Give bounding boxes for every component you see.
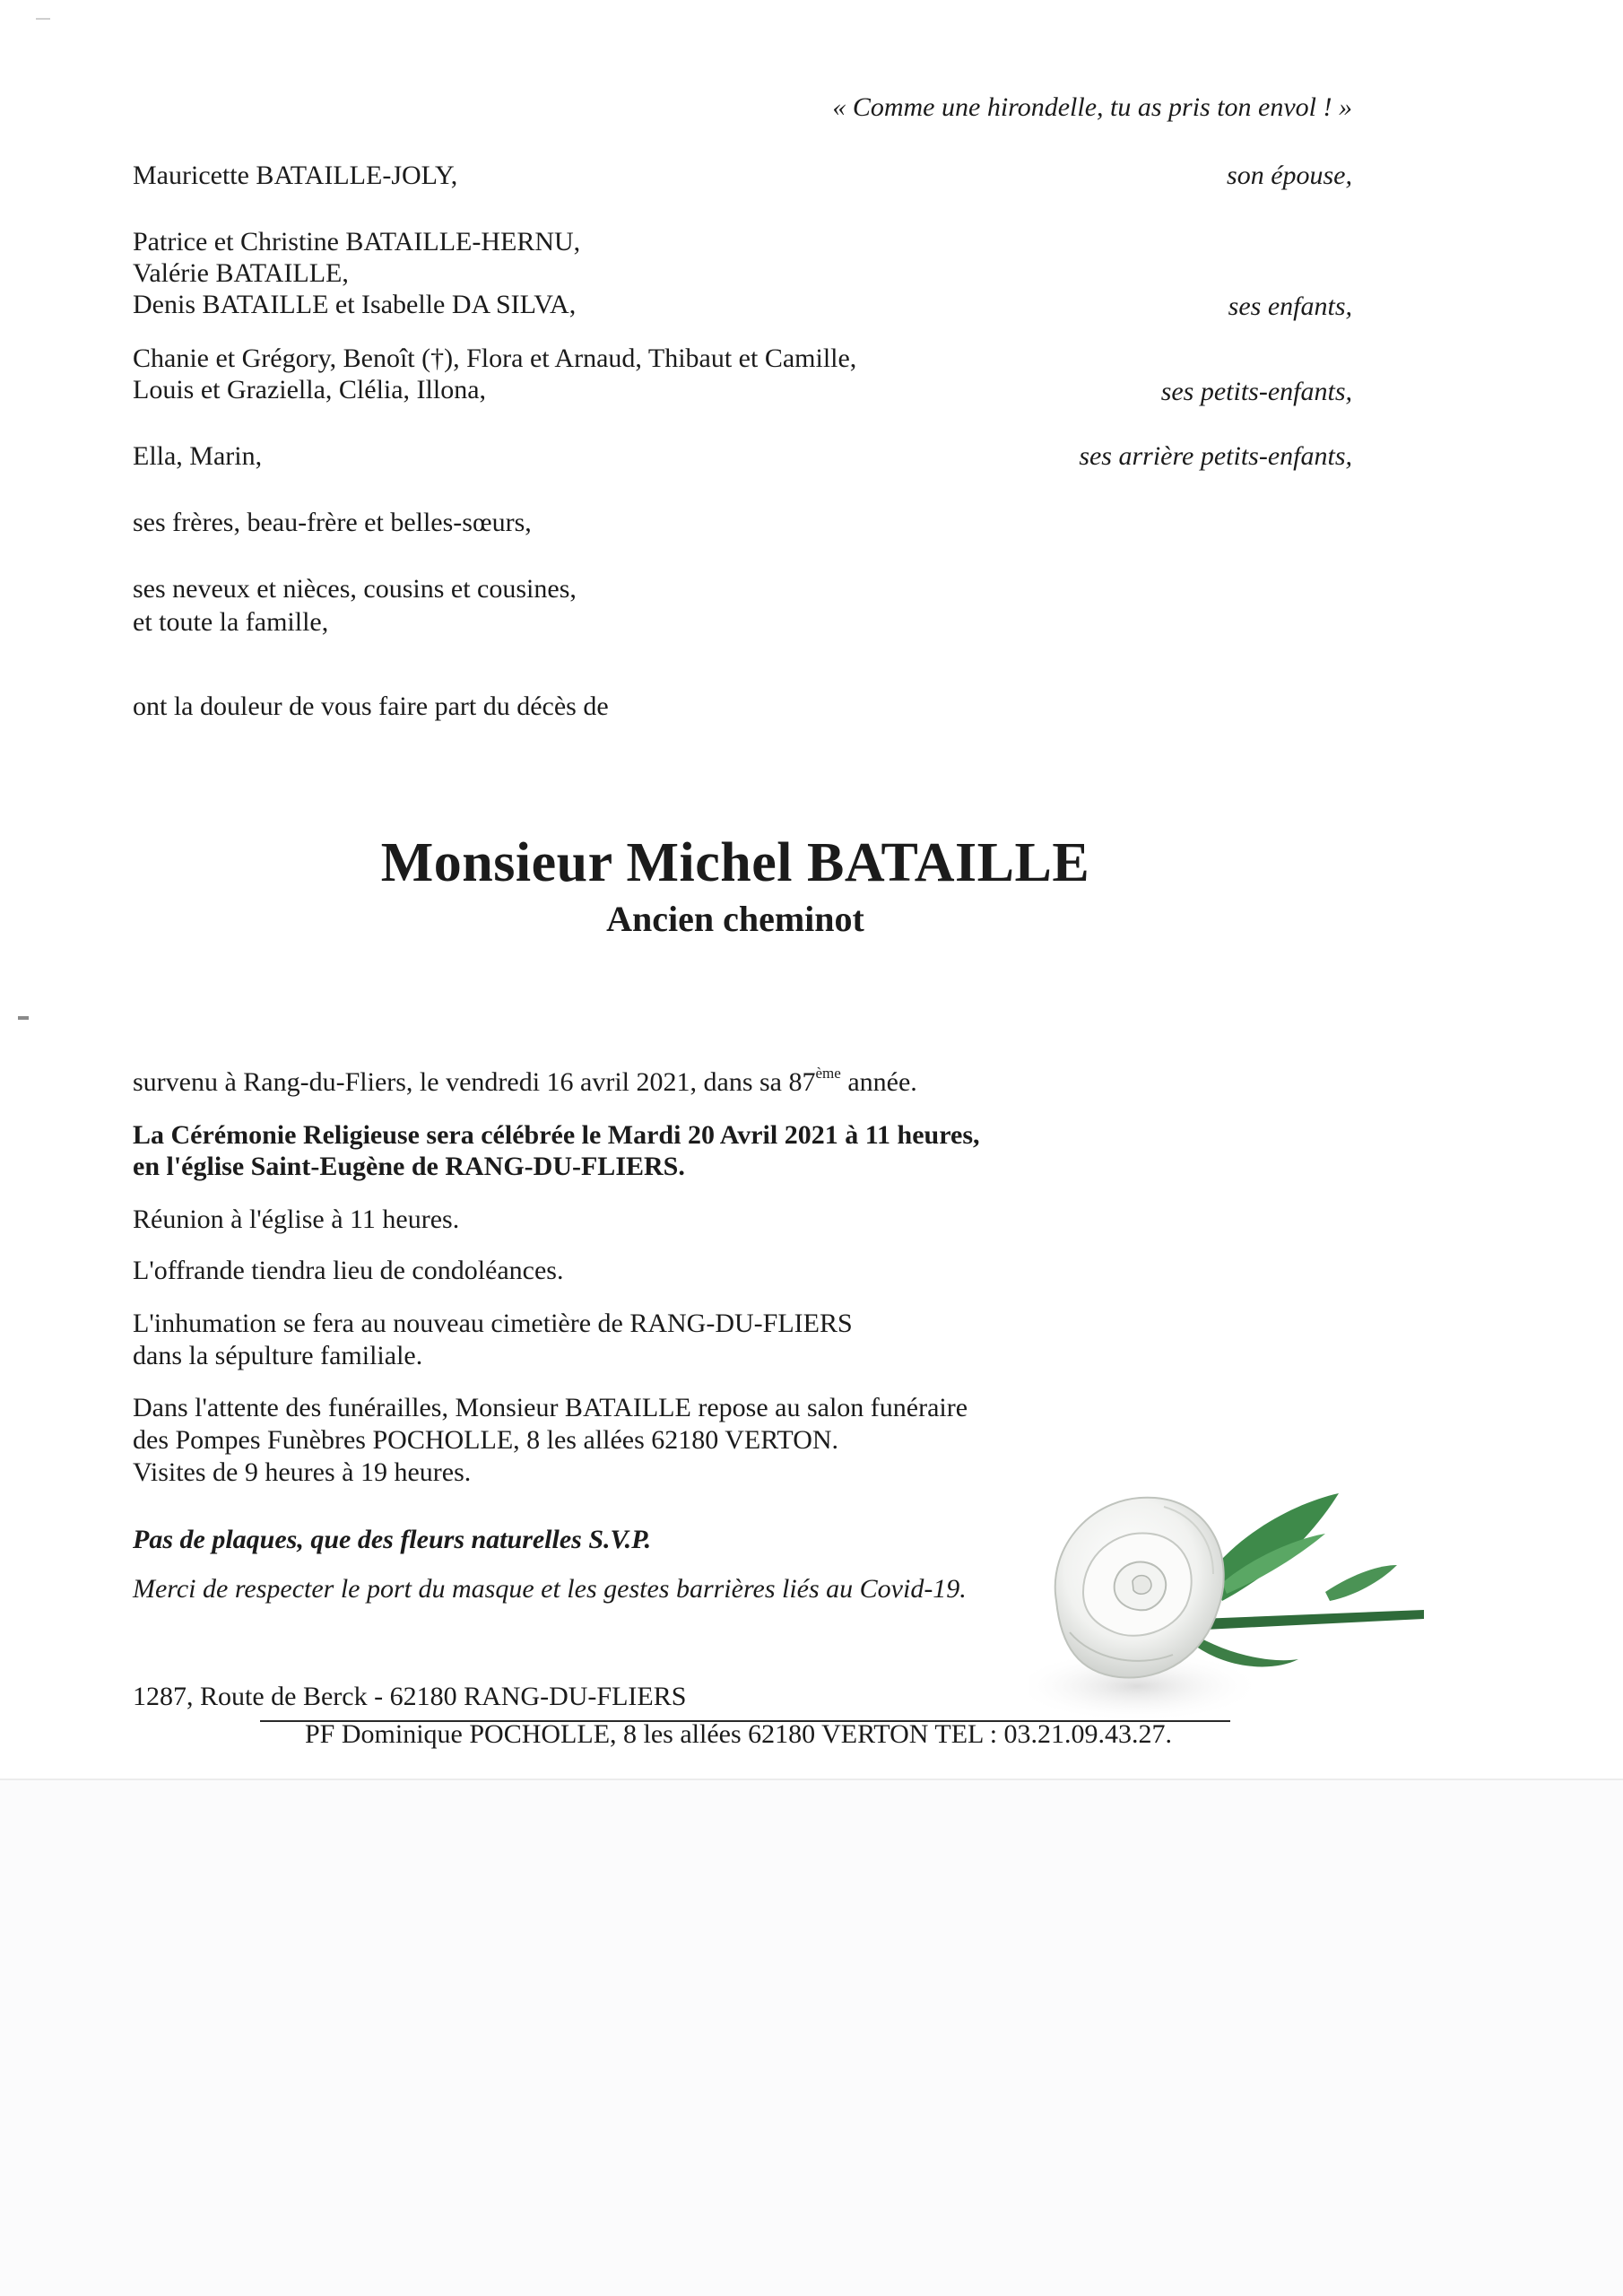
children-role: ses enfants, [1228,291,1352,321]
scanner-background [0,1780,1623,2296]
deceased-subtitle: Ancien cheminot [606,899,864,939]
great-grandchildren-names: Ella, Marin, [133,441,263,471]
funeral-home-line: des Pompes Funèbres POCHOLLE, 8 les allées 62180 VERTON. [133,1425,839,1455]
flowers-note: Pas de plaques, que des fleurs naturelles S.V.P. [133,1525,652,1554]
child-line: Patrice et Christine BATAILLE-HERNU, [133,227,581,257]
spouse-role: son épouse, [1227,161,1352,190]
death-text: survenu à Rang-du-Fliers, le vendredi 16 avril 2021, dans sa 87 [133,1067,816,1097]
funeral-director: PF Dominique POCHOLLE, 8 les allées 62180 VERTON TEL : 03.21.09.43.27. [305,1719,1173,1749]
grandchild-line: Louis et Graziella, Clélia, Illona, [133,375,487,404]
page-edge [0,1779,1623,1780]
scan-speck [36,18,50,20]
extended-family-line: et toute la famille, [133,607,329,637]
child-line: Denis BATAILLE et Isabelle DA SILVA, [133,290,577,319]
announcement: ont la douleur de vous faire part du décès de [133,691,609,721]
grandchildren-role: ses petits-enfants, [1160,377,1352,406]
burial-line: L'inhumation se fera au nouveau cimetière de RANG-DU-FLIERS [133,1309,853,1338]
offering-note: L'offrande tiendra lieu de condoléances. [133,1256,564,1285]
funeral-home-line: Dans l'attente des funérailles, Monsieur BATAILLE repose au salon funéraire [133,1393,968,1422]
death-text-end: année. [840,1067,917,1097]
siblings-line: ses frères, beau-frère et belles-sœurs, [133,508,532,537]
ceremony-line: La Cérémonie Religieuse sera célébrée le Mardi 20 Avril 2021 à 11 heures, [133,1120,980,1150]
deceased-name: Monsieur Michel BATAILLE [380,832,1090,893]
covid-note: Merci de respecter le port du masque et les gestes barrières liés au Covid-19. [133,1574,967,1604]
address: 1287, Route de Berck - 62180 RANG-DU-FLIERS [133,1682,687,1711]
meeting-note: Réunion à l'église à 11 heures. [133,1205,460,1234]
burial-line: dans la sépulture familiale. [133,1341,423,1370]
extended-family-line: ses neveux et nièces, cousins et cousines, [133,574,577,604]
ceremony-line: en l'église Saint-Eugène de RANG-DU-FLIERS. [133,1152,685,1181]
spouse-name: Mauricette BATAILLE-JOLY, [133,161,458,190]
child-line: Valérie BATAILLE, [133,258,349,288]
ordinal-suffix: ème [815,1065,841,1082]
epigraph: « Comme une hirondelle, tu as pris ton envol ! » [832,92,1352,122]
white-rose-image [1029,1475,1442,1735]
death-notice [133,1065,917,1100]
grandchild-line: Chanie et Grégory, Benoît (†), Flora et Arnaud, Thibaut et Camille, [133,344,857,373]
great-grandchildren-role: ses arrière petits-enfants, [1079,441,1352,471]
scan-speck [18,1016,29,1020]
funeral-home-line: Visites de 9 heures à 19 heures. [133,1457,472,1487]
